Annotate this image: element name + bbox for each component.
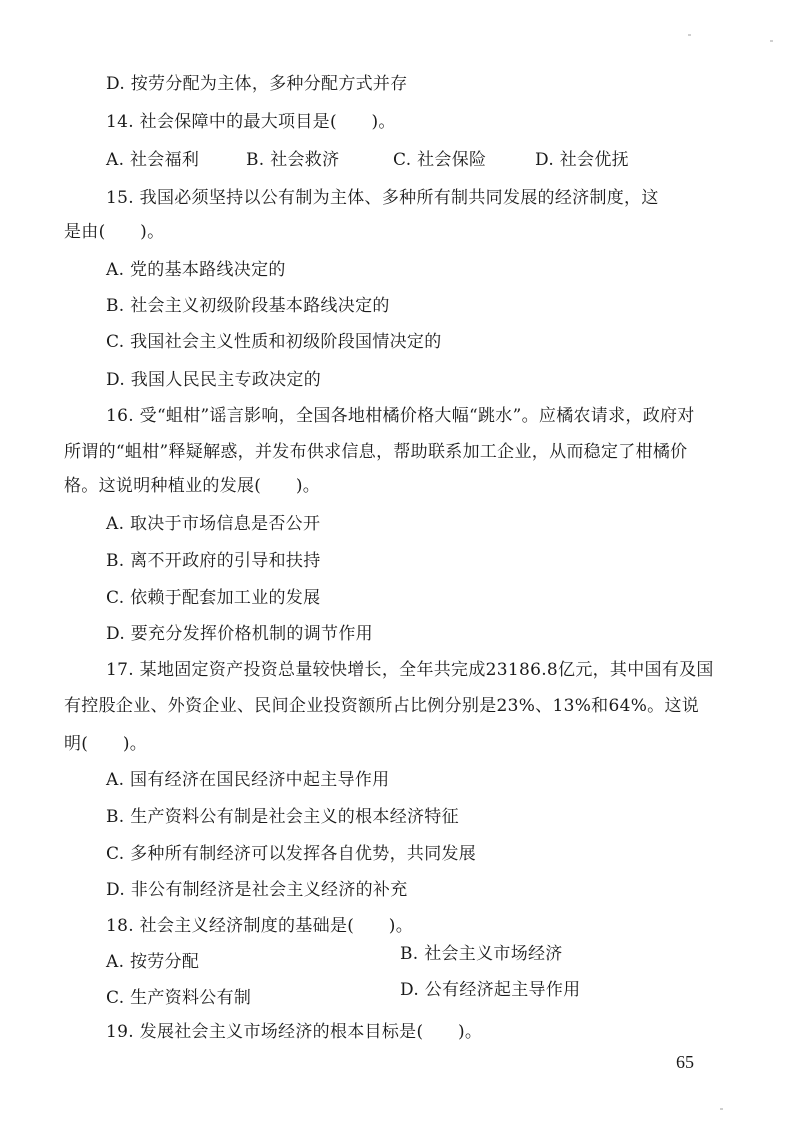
question-17-line-1: 17. 某地固定资产投资总量较快增长，全年共完成23186.8亿元，其中国有及国 (106, 660, 714, 680)
q15-option-d: D. 我国人民民主专政决定的 (106, 370, 322, 390)
scan-speck (688, 34, 691, 36)
question-16-line-3: 格。这说明种植业的发展( )。 (64, 476, 321, 496)
q16-option-b: B. 离不开政府的引导和扶持 (106, 551, 321, 571)
question-19: 19. 发展社会主义市场经济的根本目标是( )。 (106, 1022, 483, 1042)
q14-option-a: A. 社会福利 (106, 150, 200, 170)
q13-option-d: D. 按劳分配为主体，多种分配方式并存 (106, 74, 408, 94)
q16-option-a: A. 取决于市场信息是否公开 (106, 514, 321, 534)
q16-option-c: C. 依赖于配套加工业的发展 (106, 588, 321, 608)
q17-option-a: A. 国有经济在国民经济中起主导作用 (106, 770, 390, 790)
page-number: 65 (676, 1052, 694, 1072)
q17-option-b: B. 生产资料公有制是社会主义的根本经济特征 (106, 807, 459, 827)
q14-options-row (0, 148, 800, 172)
q18-options-row-2 (0, 980, 800, 1010)
q16-option-d: D. 要充分发挥价格机制的调节作用 (106, 624, 373, 644)
question-18: 18. 社会主义经济制度的基础是( )。 (106, 916, 414, 936)
question-15-line-2: 是由( )。 (64, 222, 165, 242)
question-14: 14. 社会保障中的最大项目是( )。 (106, 112, 396, 132)
q14-option-c: C. 社会保险 (393, 150, 487, 170)
q15-option-a: A. 党的基本路线决定的 (106, 260, 286, 280)
scan-speck (720, 1108, 723, 1110)
q18-option-b: B. 社会主义市场经济 (400, 944, 563, 964)
scan-speck (770, 40, 773, 42)
question-17-line-3: 明( )。 (64, 734, 148, 754)
q15-option-b: B. 社会主义初级阶段基本路线决定的 (106, 296, 390, 316)
q15-option-c: C. 我国社会主义性质和初级阶段国情决定的 (106, 332, 442, 352)
q18-option-a: A. 按劳分配 (106, 952, 200, 972)
q17-option-d: D. 非公有制经济是社会主义经济的补充 (106, 880, 408, 900)
q17-option-c: C. 多种所有制经济可以发挥各自优势，共同发展 (106, 844, 477, 864)
q18-options-row-1 (0, 944, 800, 974)
q18-option-d: D. 公有经济起主导作用 (400, 980, 581, 1000)
question-15-line-1: 15. 我国必须坚持以公有制为主体、多种所有制共同发展的经济制度，这 (106, 188, 659, 208)
question-16-line-2: 所谓的“蛆柑”释疑解惑，并发布供求信息，帮助联系加工企业，从而稳定了柑橘价 (64, 442, 688, 462)
question-16-line-1: 16. 受“蛆柑”谣言影响，全国各地柑橘价格大幅“跳水”。应橘农请求，政府对 (106, 406, 695, 426)
question-17-line-2: 有控股企业、外资企业、民间企业投资额所占比例分别是23%、13%和64%。这说 (64, 696, 700, 716)
q14-option-d: D. 社会优抚 (535, 150, 629, 170)
q14-option-b: B. 社会救济 (246, 150, 340, 170)
q18-option-c: C. 生产资料公有制 (106, 988, 252, 1008)
